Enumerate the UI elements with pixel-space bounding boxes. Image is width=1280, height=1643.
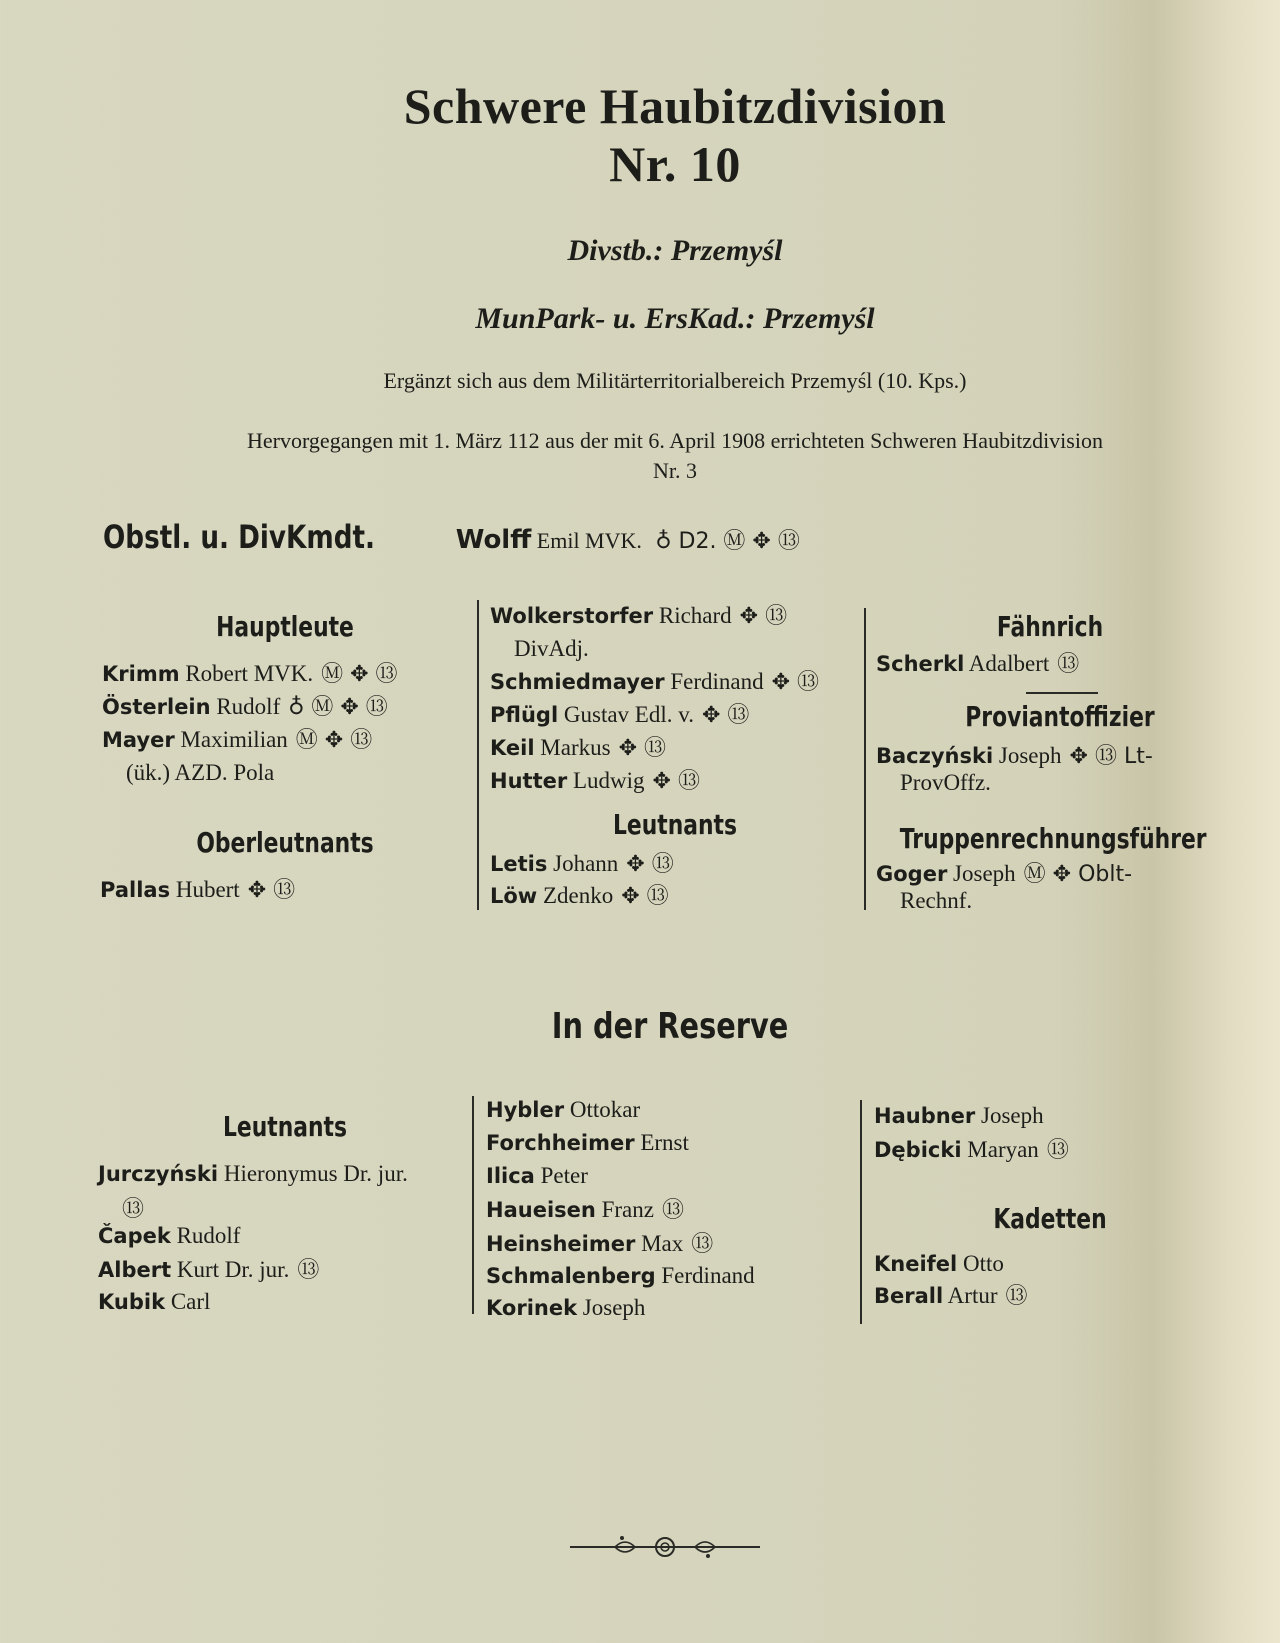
origin-note-line2: Nr. 3 (653, 458, 697, 483)
munpark-location: MunPark- u. ErsKad.: Przemyśl (475, 302, 875, 335)
recruitment-note: Ergänzt sich aus dem Militärterritorialbereich Przemyśl (10. Kps.) (383, 368, 967, 393)
list-item: Forchheimer Ernst (486, 1130, 689, 1155)
list-item: Schmiedmayer Ferdinand ✥ ⑬ (490, 669, 820, 695)
list-item: Österlein Rudolf ♁ Ⓜ ✥ ⑬ (102, 694, 388, 720)
list-item: Pflügl Gustav Edl. v. ✥ ⑬ (490, 702, 750, 728)
divider (1026, 692, 1098, 694)
division-staff-location: Divstb.: Przemyśl (567, 234, 783, 267)
commander-surname: Wolff (455, 525, 532, 555)
ornament-divider-icon (570, 1532, 760, 1562)
section-heading-leutnants: Leutnants (613, 808, 737, 841)
list-item: Berall Artur ⑬ (874, 1283, 1028, 1309)
list-item: Čapek Rudolf (98, 1223, 241, 1248)
list-item: Pallas Hubert ✥ ⑬ (100, 877, 296, 903)
decoration-icons: ⑬ (1005, 1284, 1028, 1309)
section-heading-oberleutnants: Oberleutnants (196, 826, 374, 859)
decoration-icons: ⑬ (1057, 652, 1080, 677)
page-title: Schwere Haubitzdivision (403, 78, 947, 134)
list-item: Kneifel Otto (874, 1251, 1004, 1276)
list-item: Hybler Ottokar (486, 1097, 641, 1122)
decoration-icons: ✥ ⑬ (702, 703, 750, 728)
commander-name-rest: Emil MVK. (536, 528, 642, 553)
column-divider (472, 1096, 474, 1314)
list-item: Hutter Ludwig ✥ ⑬ (490, 768, 700, 794)
origin-note-line1: Hervorgegangen mit 1. März 112 aus der mit 6. April 1908 errichteten Schweren Haubitzdivision (247, 428, 1103, 453)
section-heading-truppenrechnungsfuehrer: Truppenrechnungsführer (899, 822, 1207, 855)
list-item: Wolkerstorfer Richard ✥ ⑬ (490, 603, 788, 629)
decoration-icons: ✥ ⑬ (626, 852, 674, 877)
decoration-icons: Ⓜ ✥ ⑬ (295, 728, 373, 753)
section-heading-proviantoffizier: Proviantoffizier (965, 700, 1155, 733)
decoration-icons: ✥ ⑬ (739, 604, 788, 629)
decoration-icons: ⑬ (122, 1197, 145, 1222)
list-item: Kubik Carl (98, 1289, 211, 1314)
commander-rank: Obstl. u. DivKmdt. (103, 518, 375, 556)
decoration-icons: ✥ ⑬ (618, 736, 667, 761)
decoration-icons: ⑬ (661, 1198, 684, 1223)
section-heading-reserve: In der Reserve (551, 1006, 789, 1047)
decoration-icons: ⑬ (297, 1258, 320, 1283)
list-item: Goger Joseph Ⓜ ✥ Oblt- (876, 861, 1133, 887)
section-heading-hauptleute: Hauptleute (216, 610, 354, 643)
list-item: Schmalenberg Ferdinand (486, 1263, 755, 1288)
page-title-number: Nr. 10 (609, 136, 741, 192)
list-item: Jurczyński Hieronymus Dr. jur. (98, 1161, 408, 1186)
decoration-icons: ✥ ⑬ (652, 769, 700, 794)
column-divider (860, 1100, 862, 1324)
list-item: Haueisen Franz ⑬ (486, 1197, 684, 1223)
decoration-icons: ♁ Ⓜ ✥ ⑬ (288, 695, 388, 720)
commander-line (103, 518, 800, 556)
list-item: Korinek Joseph (486, 1295, 646, 1320)
decoration-icons: ⑬ (691, 1232, 714, 1257)
decoration-icons: Ⓜ ✥ Oblt- (1023, 862, 1133, 887)
list-item: Ilica Peter (486, 1163, 588, 1188)
list-item: Heinsheimer Max ⑬ (486, 1231, 714, 1257)
list-item-continuation: ProvOffz. (900, 770, 991, 795)
list-item: Albert Kurt Dr. jur. ⑬ (98, 1257, 320, 1283)
list-item: Dębicki Maryan ⑬ (874, 1137, 1069, 1163)
list-item: Krimm Robert MVK. Ⓜ ✥ ⑬ (102, 661, 398, 687)
list-item: Keil Markus ✥ ⑬ (490, 735, 667, 761)
list-item-continuation: DivAdj. (514, 636, 589, 661)
section-heading-reserve-leutnants: Leutnants (223, 1110, 347, 1143)
list-item: Scherkl Adalbert ⑬ (876, 651, 1080, 677)
column-divider (477, 600, 479, 910)
column-divider (864, 608, 866, 910)
list-item: Letis Johann ✥ ⑬ (490, 851, 674, 877)
decoration-icons: ✥ ⑬ (621, 884, 669, 909)
decoration-icons: ✥ ⑬ Lt- (1069, 744, 1153, 769)
decoration-icons: ✥ ⑬ (247, 878, 296, 903)
list-item: Mayer Maximilian Ⓜ ✥ ⑬ (102, 727, 373, 753)
section-heading-faehnrich: Fähnrich (996, 610, 1104, 643)
list-item-continuation: (ük.) AZD. Pola (126, 760, 275, 785)
section-heading-kadetten: Kadetten (993, 1202, 1107, 1235)
decoration-icons: ✥ ⑬ (771, 670, 820, 695)
list-item: Haubner Joseph (874, 1103, 1044, 1128)
decoration-icons: Ⓜ ✥ ⑬ (321, 662, 398, 687)
decoration-icons: ⑬ (1046, 1138, 1069, 1163)
list-item: Baczyński Joseph ✥ ⑬ Lt- (876, 743, 1153, 769)
decoration-icons: ♁ D2. Ⓜ ✥ ⑬ (655, 529, 800, 554)
list-item-continuation: Rechnf. (900, 888, 973, 913)
list-item: Löw Zdenko ✥ ⑬ (490, 883, 669, 909)
